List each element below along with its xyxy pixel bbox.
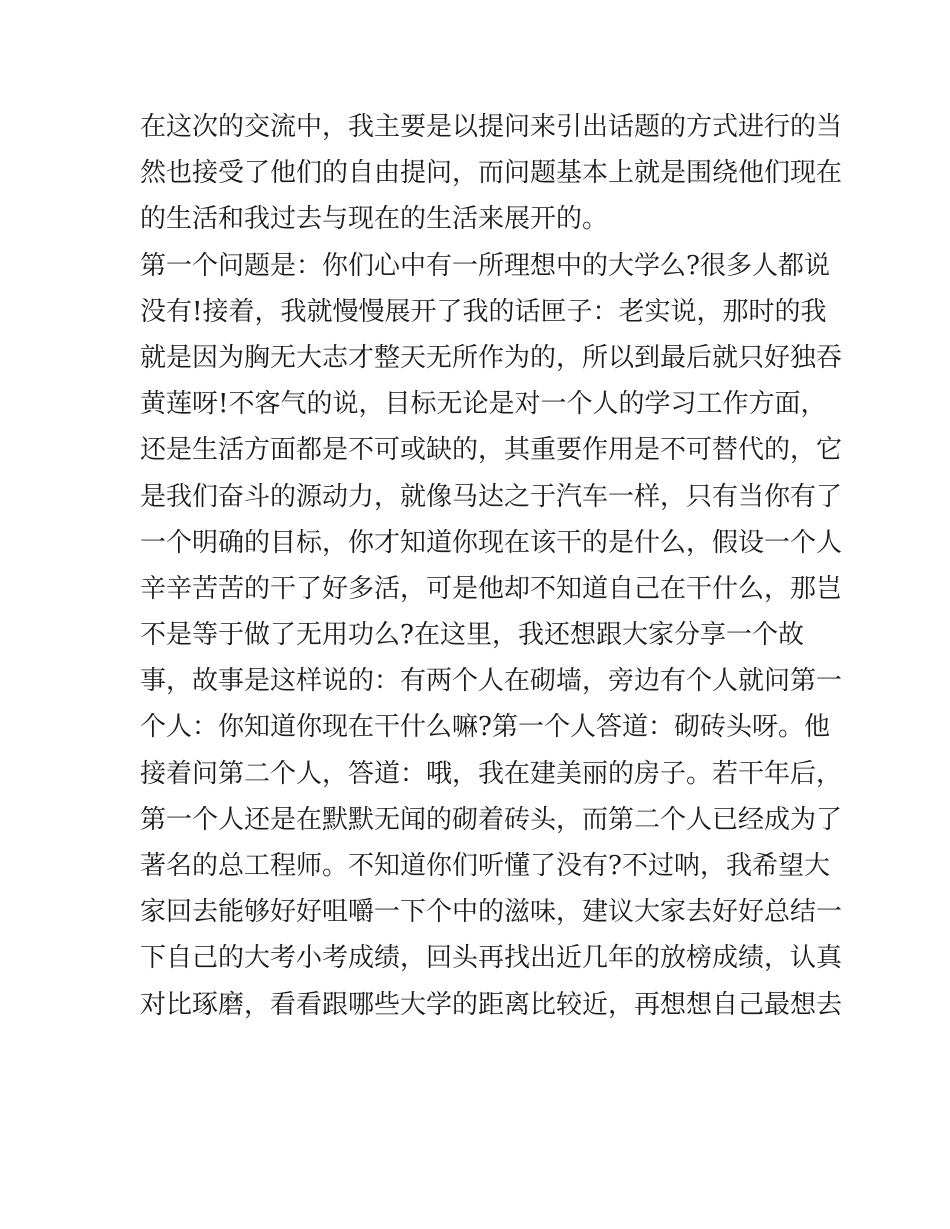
text-line: 就是因为胸无大志才整天无所作为的，所以到最后就只好独吞	[140, 342, 843, 373]
text-line: 一个明确的目标，你才知道你现在该干的是什么，假设一个人	[140, 527, 843, 558]
body-text	[140, 104, 843, 1028]
text-line: 还是生活方面都是不可或缺的，其重要作用是不可替代的，它	[140, 435, 843, 466]
text-line: 第一个问题是：你们心中有一所理想中的大学么?很多人都说	[140, 250, 830, 281]
text-line: 个人：你知道你现在干什么嘛?第一个人答道：砌砖头呀。他	[140, 712, 830, 743]
text-line: 是我们奋斗的源动力，就像马达之于汽车一样，只有当你有了	[140, 481, 843, 512]
text-line: 辛辛苦苦的干了好多活，可是他却不知道自己在干什么，那岂	[140, 573, 843, 604]
text-line: 黄莲呀!不客气的说，目标无论是对一个人的学习工作方面，	[140, 389, 827, 420]
text-line: 家回去能够好好咀嚼一下个中的滋味，建议大家去好好总结一	[140, 897, 843, 928]
text-line: 著名的总工程师。不知道你们听懂了没有?不过呐，我希望大	[140, 851, 830, 881]
text-line: 事，故事是这样说的：有两个人在砌墙，旁边有个人就问第一	[140, 666, 843, 697]
text-line: 然也接受了他们的自由提问，而问题基本上就是围绕他们现在	[140, 158, 843, 189]
text-line: 不是等于做了无用功么?在这里，我还想跟大家分享一个故	[140, 620, 804, 651]
text-line: 没有!接着，我就慢慢展开了我的话匣子：老实说，那时的我	[140, 296, 827, 327]
text-line: 第一个人还是在默默无闻的砌着砖头，而第二个人已经成为了	[140, 804, 843, 835]
text-line: 的生活和我过去与现在的生活来展开的。	[140, 204, 609, 235]
text-line: 下自己的大考小考成绩，回头再找出近几年的放榜成绩，认真	[140, 943, 843, 974]
text-line: 对比琢磨，看看跟哪些大学的距离比较近，再想想自己最想去	[140, 989, 843, 1020]
text-line: 在这次的交流中，我主要是以提问来引出话题的方式进行的当	[140, 112, 843, 142]
text-line: 接着问第二个人，答道：哦，我在建美丽的房子。若干年后，	[140, 758, 843, 789]
